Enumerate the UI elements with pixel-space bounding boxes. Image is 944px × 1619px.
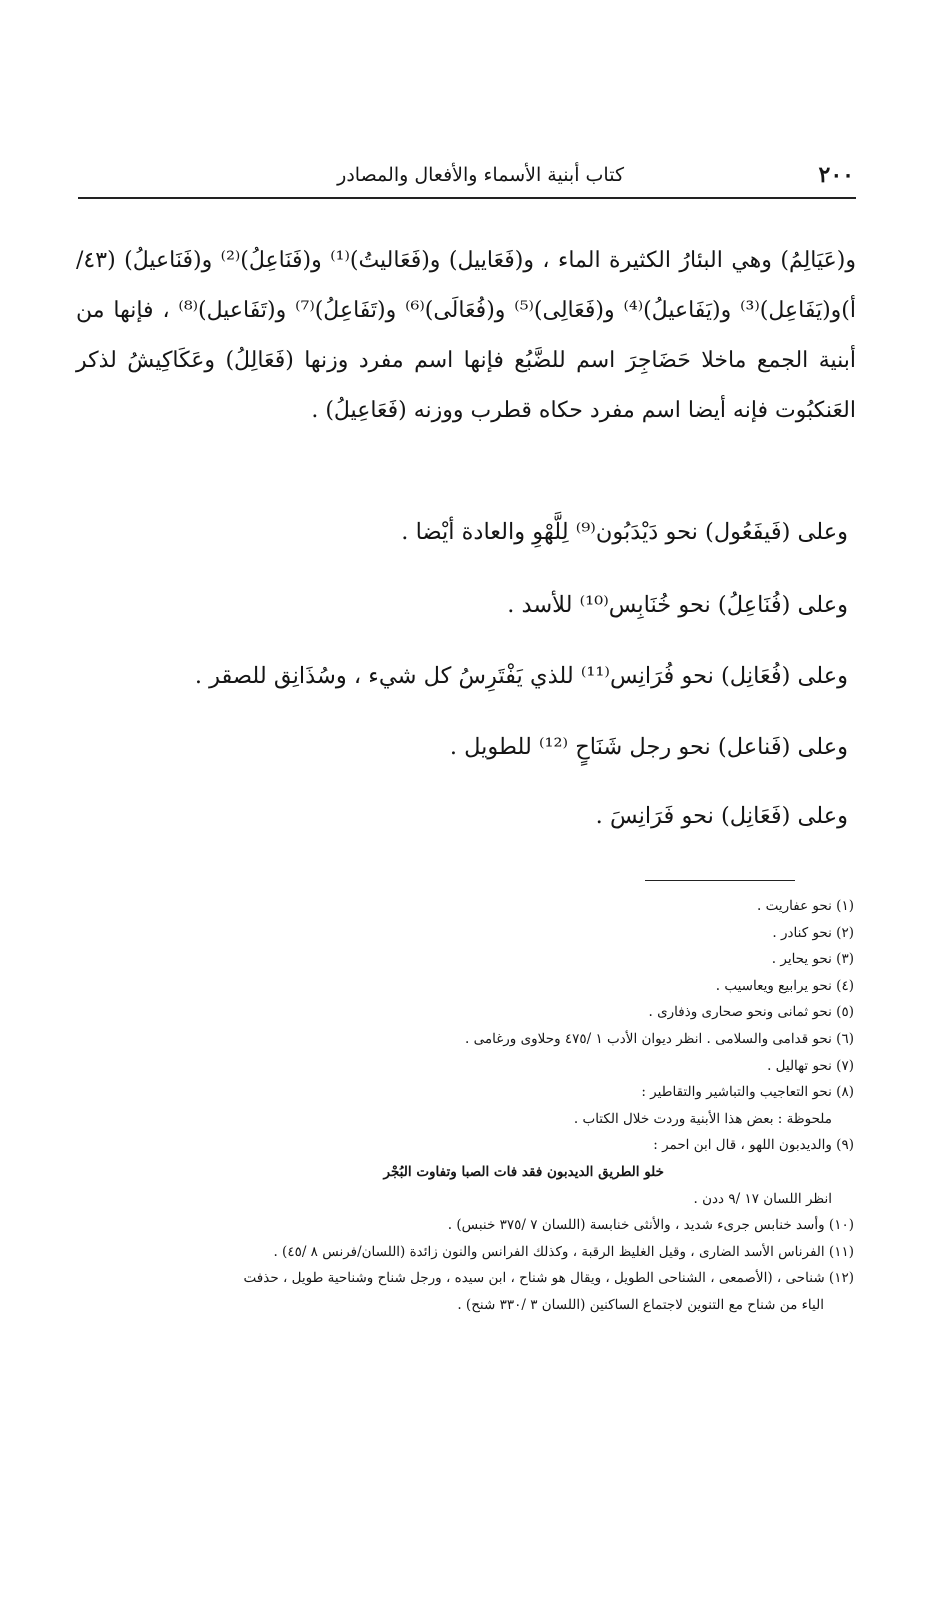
running-title: كتاب أبنية الأسماء والأفعال والمصادر xyxy=(337,164,624,186)
footnote-9-source: انظر اللسان ١٧ /٩ ددن . xyxy=(693,1190,832,1207)
rule-line-5: وعلى (فَعَانِل) نحو فَرَانِسَ . xyxy=(595,803,848,829)
footnote-8: (٨) نحو التعاجيب والتباشير والتقاطير : xyxy=(641,1084,854,1101)
header-rule xyxy=(78,197,856,199)
footnote-note: ملحوظة : بعض هذا الأبنية وردت خلال الكتاب . xyxy=(573,1110,832,1127)
footnote-separator xyxy=(645,880,795,881)
footnote-9: (٩) والديدبون اللهو ، قال ابن احمر : xyxy=(653,1137,854,1154)
footnote-1: (١) نحو عفاريت . xyxy=(757,898,854,914)
footnote-10: (١٠) وأسد خنابس جرىء شديد ، والأنثى خنابسة (اللسان ٧ /٣٧٥ خنبس) . xyxy=(447,1217,854,1234)
main-text xyxy=(76,236,856,436)
rule-line-1: وعلى (فَيفَعُول) نحو دَيْدَبُون⁽⁹⁾ لِلَّهْوِ والعادة أيْضا . xyxy=(401,519,848,545)
footnote-6: (٦) نحو قدامى والسلامى . انظر ديوان الأدب ١ /٤٧٥ وحلاوى ورغامى . xyxy=(465,1030,854,1047)
rule-line-2: وعلى (فُنَاعِلُ) نحو خُنَابِس⁽¹⁰⁾ للأسد . xyxy=(507,592,848,618)
footnote-11: (١١) الفرناس الأسد الضارى ، وقيل الغليظ الرقبة ، وكذلك الفرانس والنون زائدة (اللسان/فرنس ٨ /٤٥) . xyxy=(273,1243,854,1260)
page-number: ٢٠٠ xyxy=(818,162,854,188)
footnotes xyxy=(76,893,854,1319)
footnote-3: (٣) نحو يحاير . xyxy=(771,951,854,968)
footnote-2: (٢) نحو كنادر . xyxy=(772,924,854,941)
footnote-5: (٥) نحو ثمانى ونحو صحارى وذفارى . xyxy=(648,1004,854,1021)
footnote-verse: خلو الطريق الديدبون فقد فات الصبا وتفاوت البُجْر xyxy=(383,1163,664,1180)
rule-line-3: وعلى (فُعَانِل) نحو فُرَانِس⁽¹¹⁾ للذي يَفْتَرِسُ كل شيء ، وسُذَانِق للصقر . xyxy=(194,663,848,689)
footnote-4: (٤) نحو يرابيع ويعاسيب . xyxy=(715,977,854,994)
footnote-7: (٧) نحو تهاليل . xyxy=(767,1057,854,1074)
rule-line-4: وعلى (فَناعل) نحو رجل شَنَاحٍ ⁽¹²⁾ للطويل . xyxy=(449,734,848,760)
body-paragraph: و(عَيَالِمُ) وهي البئارُ الكثيرة الماء ، و(فَعَاييل) و(فَعَاليتُ)⁽¹⁾ و(فَنَاعِلُ)⁽²⁾ و(فَنَاعيلُ) (٤٣/أ)و(يَفَاعِل)⁽³⁾ و(يَفَاعيلُ)⁽⁴⁾ و(فَعَالِى)⁽⁵⁾ و(فُعَالَى)⁽⁶⁾ و(تَفَاعِلُ)⁽⁷⁾ و(تَفَاعيل)⁽⁸⁾ ، فإنها من أبنية الجمع ماخلا حَضَاجِرَ اسم للضَّبُع فإنها اسم مفرد وزنها (فَعَالِلُ) وعَكَاكِيشُ لذكر العَنكبُوت فإنه أيضا اسم مفرد حكاه قطرب ووزنه (فَعَاعِيلُ) . xyxy=(76,248,856,423)
page-header xyxy=(78,160,854,194)
footnote-12-continuation: الياء من شناح مع التنوين لاجتماع الساكنين (اللسان ٣ /٣٣٠ شنح) . xyxy=(457,1296,824,1313)
footnote-12: (١٢) شناحى ، (الأصمعى ، الشناحى الطويل ، ويقال هو شناح ، ابن سيده ، ورجل شناح وشناحية طويل ، حذفت xyxy=(243,1270,854,1287)
